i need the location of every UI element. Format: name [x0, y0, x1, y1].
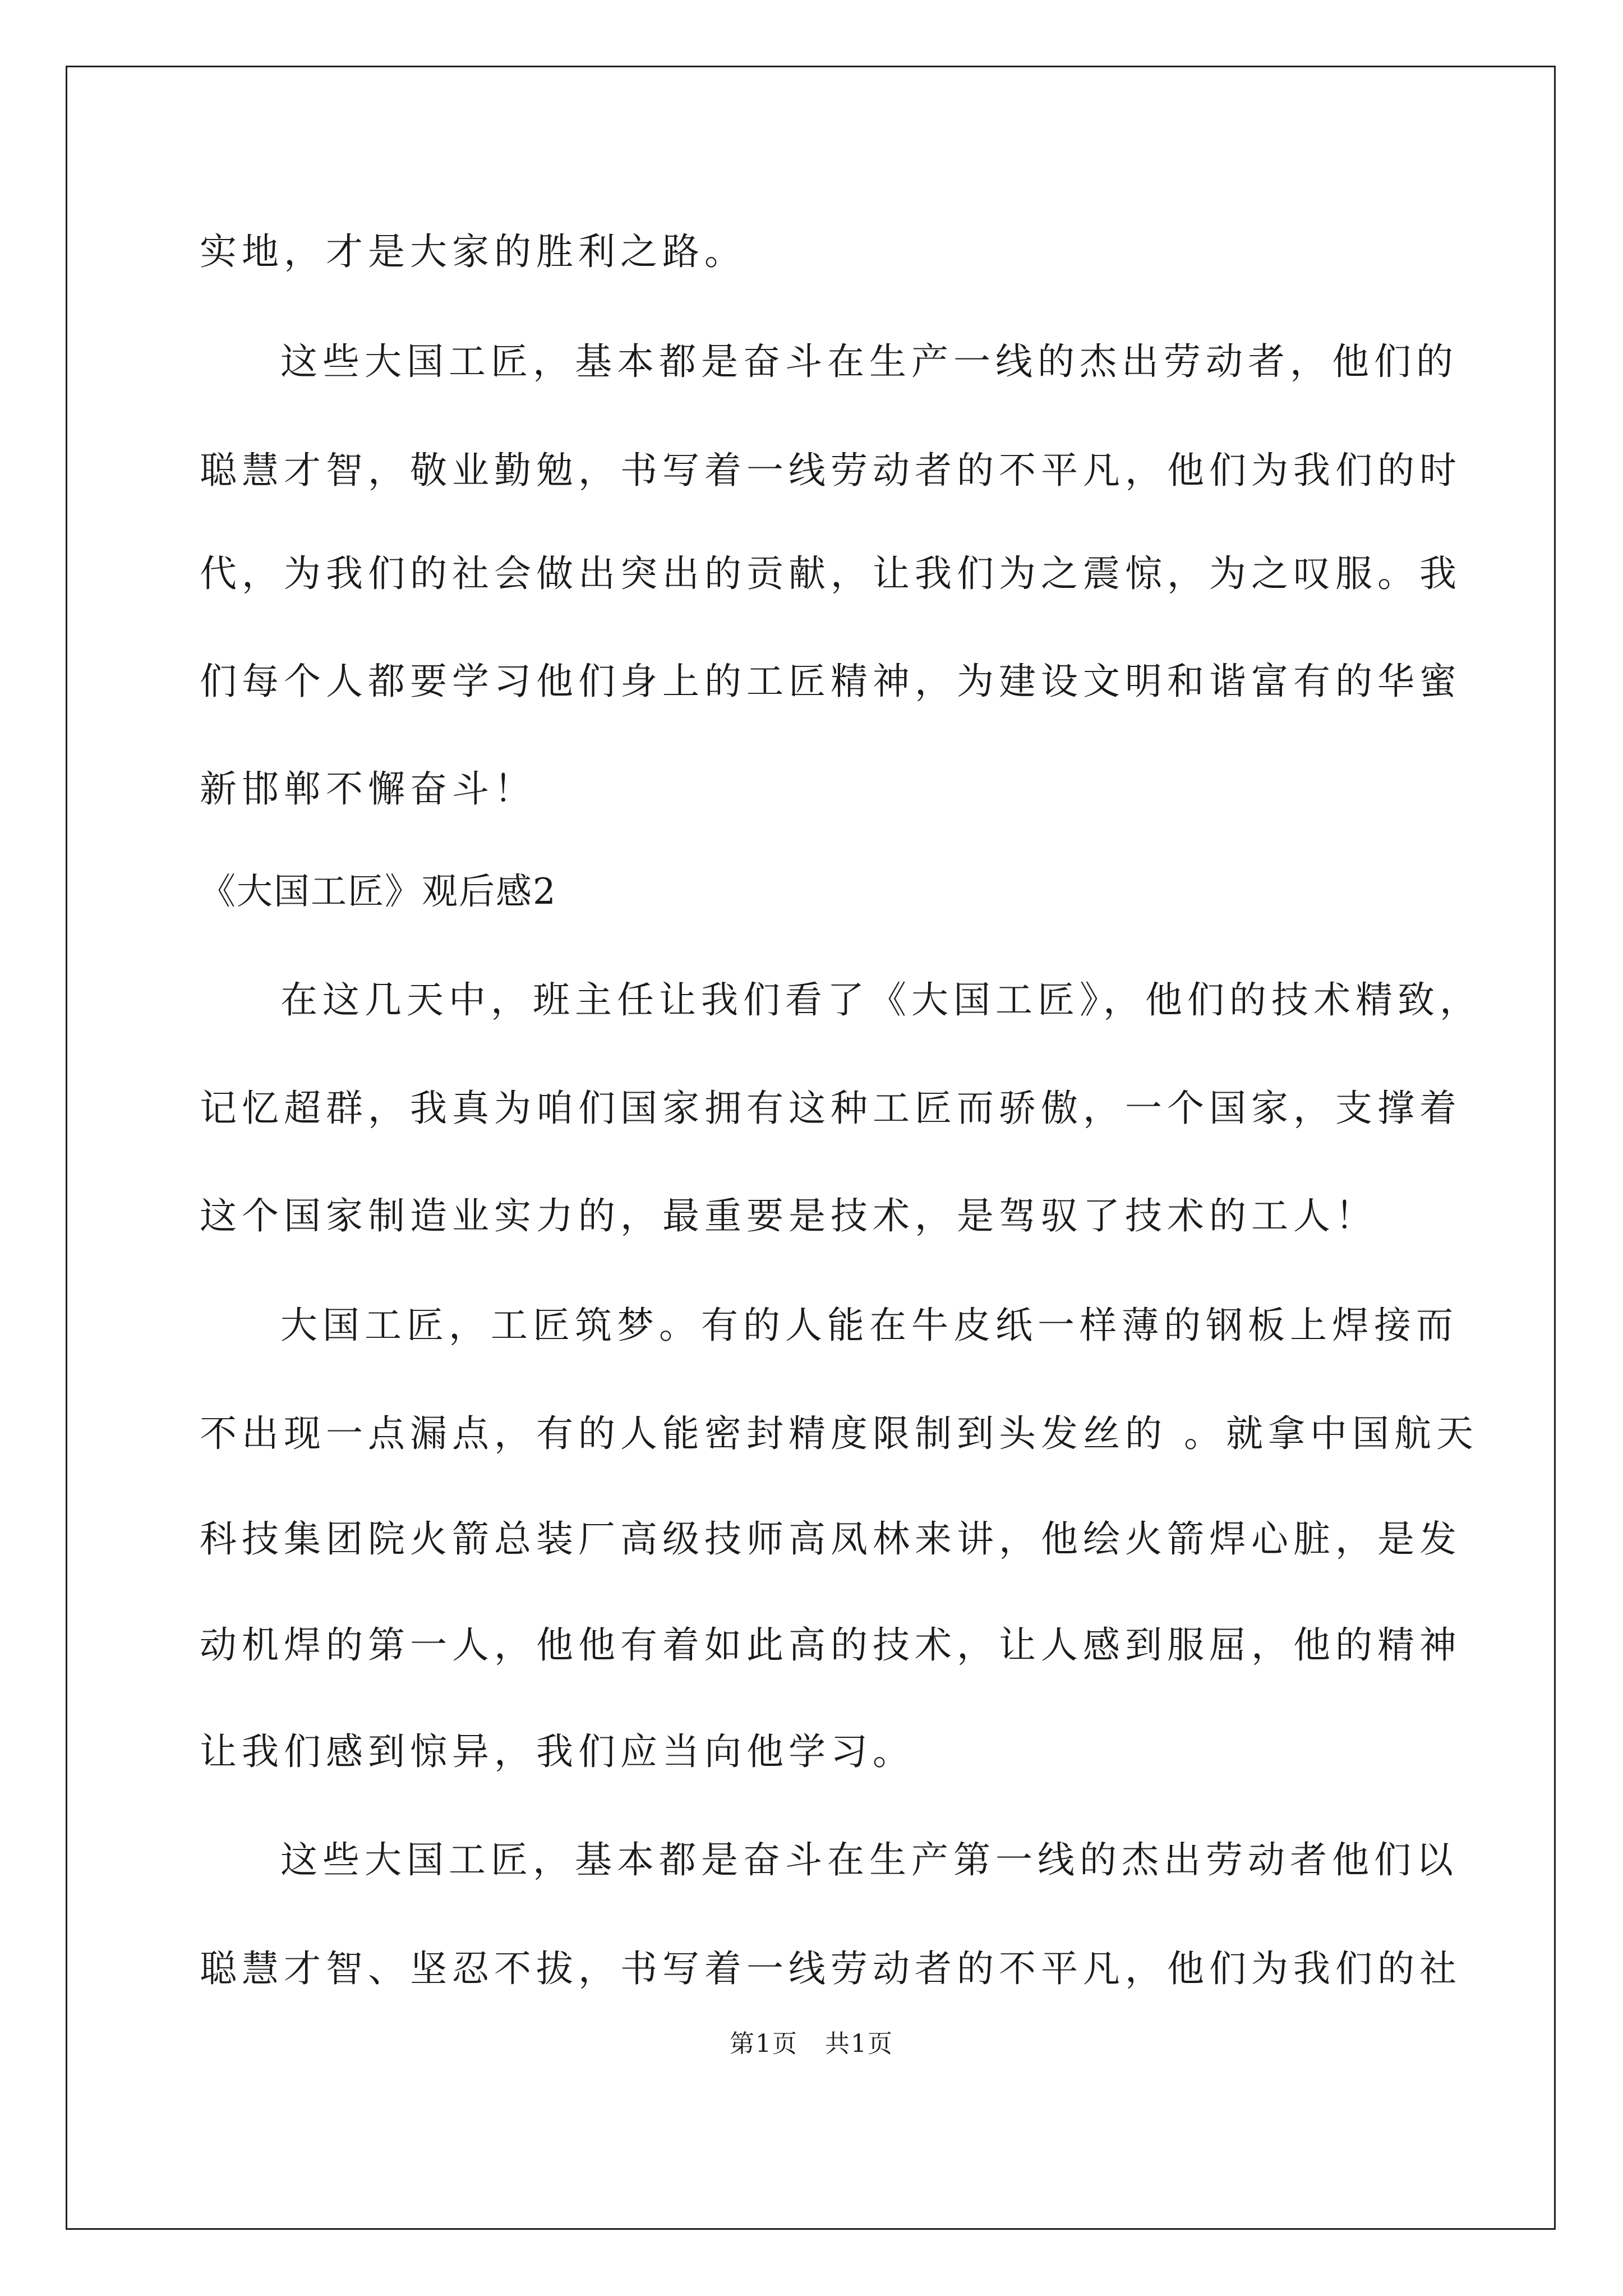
paragraph-line: 大国工匠，工匠筑梦。有的人能在牛皮纸一样薄的钢板上焊接而 — [280, 1304, 1458, 1347]
paragraph-line: 们每个人都要学习他们身上的工匠精神，为建设文明和谐富有的华蜜 — [200, 660, 1461, 703]
paragraph-line: 不出现一点漏点，有的人能密封精度限制到头发丝的 。就拿中国航天 — [200, 1412, 1478, 1455]
paragraph-line: 在这几天中，班主任让我们看了《大国工匠》，他们的技术精致， — [280, 978, 1482, 1022]
paragraph-line: 这个国家制造业实力的，最重要是技术，是驾驭了技术的工人！ — [200, 1194, 1377, 1237]
page-border — [66, 66, 1556, 2230]
paragraph-line: 这些大国工匠，基本都是奋斗在生产第一线的杰出劳动者他们以 — [280, 1838, 1458, 1881]
paragraph-line: 聪慧才智，敬业勤勉，书写着一线劳动者的不平凡，他们为我们的时 — [200, 449, 1461, 492]
paragraph-line: 实地，才是大家的胜利之路。 — [200, 230, 746, 273]
page-number-footer: 第1页 共1页 — [730, 2030, 893, 2058]
paragraph-line: 新邯郸不懈奋斗！ — [200, 767, 536, 811]
paragraph-line: 聪慧才智、坚忍不拔，书写着一线劳动者的不平凡，他们为我们的社 — [200, 1947, 1461, 1990]
section-heading: 《大国工匠》观后感2 — [200, 871, 557, 913]
paragraph-line: 科技集团院火箭总装厂高级技师高凤林来讲，他绘火箭焊心脏，是发 — [200, 1517, 1461, 1561]
paragraph-line: 动机焊的第一人，他他有着如此高的技术，让人感到服屈，他的精神 — [200, 1623, 1461, 1667]
paragraph-line: 记忆超群，我真为咱们国家拥有这种工匠而骄傲，一个国家，支撑着 — [200, 1087, 1461, 1130]
paragraph-line: 这些大国工匠，基本都是奋斗在生产一线的杰出劳动者，他们的 — [280, 340, 1458, 383]
paragraph-line: 让我们感到惊异，我们应当向他学习。 — [200, 1730, 915, 1773]
paragraph-line: 代，为我们的社会做出突出的贡献，让我们为之震惊，为之叹服。我 — [200, 552, 1461, 595]
